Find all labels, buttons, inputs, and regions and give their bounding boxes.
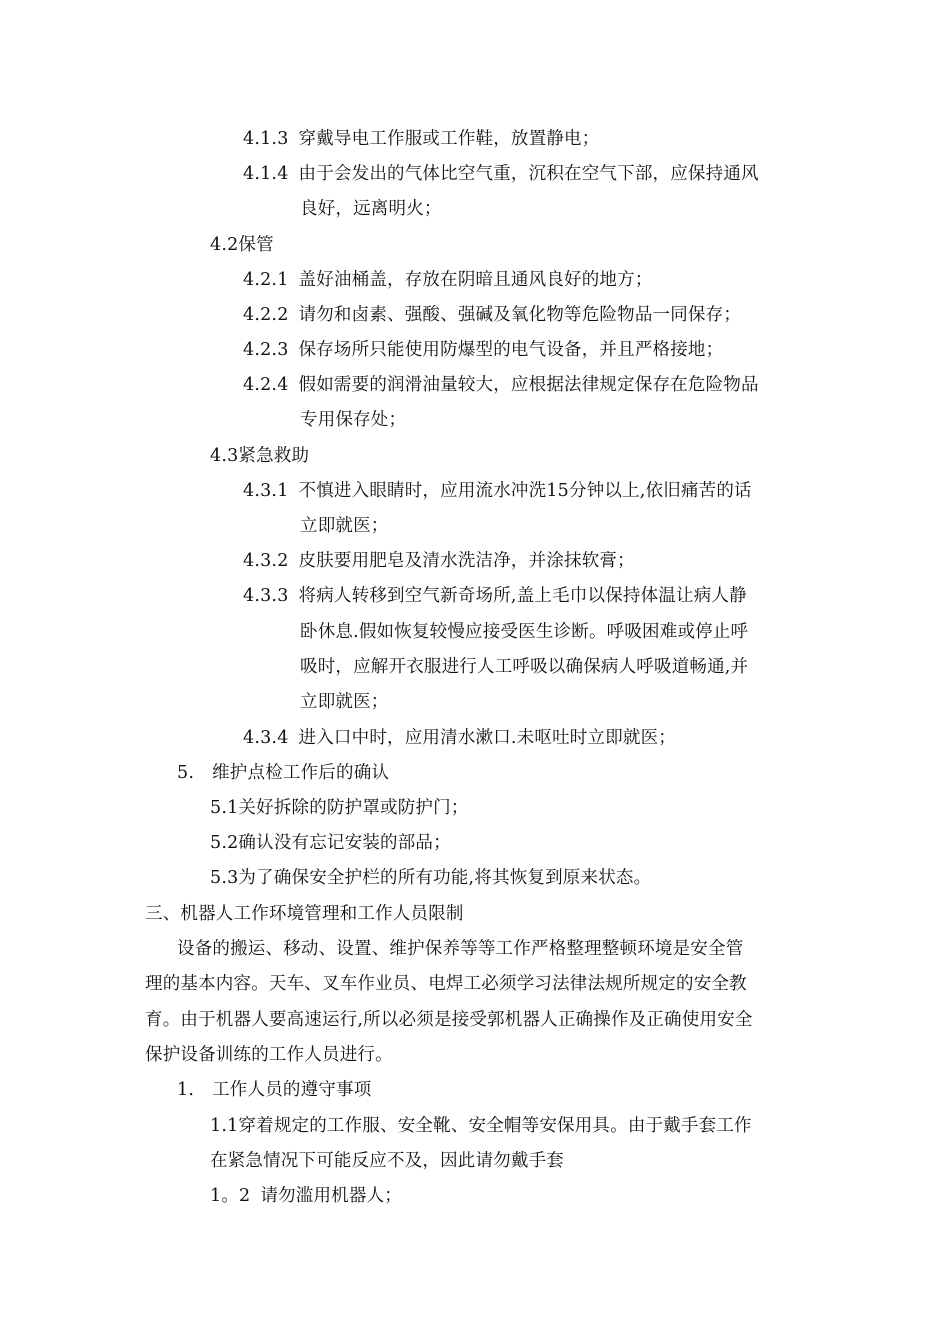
item-number: 4.1.4 bbox=[243, 164, 289, 184]
item-text: 假如需要的润滑油量较大，应根据法律规定保存在危险物品 bbox=[298, 375, 759, 395]
item-4-1-4-continuation: 良好，远离明火； bbox=[300, 199, 442, 219]
item-4-3-3-continuation: 卧休息.假如恢复较慢应接受医生诊断。呼吸困难或停止呼 bbox=[300, 622, 749, 642]
item-text: 穿戴导电工作服或工作鞋，放置静电； bbox=[298, 129, 600, 149]
paragraph-line: 保护设备训练的工作人员进行。 bbox=[145, 1045, 393, 1065]
section-heading-4-3: 4.3紧急救助 bbox=[210, 446, 310, 466]
paragraph-line: 设备的搬运、移动、设置、维护保养等等工作严格整理整顿环境是安全管 bbox=[177, 939, 744, 959]
item-4-1-3 bbox=[243, 126, 599, 152]
item-1-1-continuation: 在紧急情况下可能反应不及，因此请勿戴手套 bbox=[210, 1151, 564, 1171]
paragraph-line: 育。由于机器人要高速运行,所以必须是接受郭机器人正确操作及正确使用安全 bbox=[145, 1010, 753, 1030]
item-4-3-3-continuation: 吸时，应解开衣服进行人工呼吸以确保病人呼吸道畅通,并 bbox=[300, 657, 749, 677]
item-text: 请勿滥用机器人； bbox=[260, 1186, 402, 1206]
item-4-3-3-continuation: 立即就医； bbox=[300, 692, 389, 712]
item-number: 1. bbox=[177, 1080, 195, 1100]
paragraph-line: 理的基本内容。天车、叉车作业员、电焊工必须学习法律法规所规定的安全教 bbox=[145, 974, 747, 994]
item-4-3-3 bbox=[243, 583, 747, 609]
chapter-heading-3: 三、机器人工作环境管理和工作人员限制 bbox=[145, 904, 464, 924]
item-5-2: 5.2确认没有忘记安装的部品； bbox=[210, 833, 451, 853]
item-text: 保存场所只能使用防爆型的电气设备，并且严格接地； bbox=[298, 340, 724, 360]
item-5-1: 5.1关好拆除的防护罩或防护门； bbox=[210, 798, 469, 818]
item-1-1: 1.1穿着规定的工作服、安全靴、安全帽等安保用具。由于戴手套工作 bbox=[210, 1116, 752, 1136]
section-heading-4-2: 4.2保管 bbox=[210, 235, 274, 255]
item-number: 4.3.4 bbox=[243, 728, 289, 748]
item-number: 5. bbox=[177, 763, 195, 783]
item-4-2-4-continuation: 专用保存处； bbox=[300, 410, 407, 430]
item-text: 工作人员的遵守事项 bbox=[212, 1080, 372, 1100]
item-text: 皮肤要用肥皂及清水洗洁净，并涂抹软膏； bbox=[298, 551, 635, 571]
item-text: 进入口中时，应用清水漱口.未呕吐时立即就医； bbox=[298, 728, 676, 748]
item-number: 4.2.3 bbox=[243, 340, 289, 360]
item-4-3-4 bbox=[243, 725, 676, 751]
item-4-3-1 bbox=[243, 478, 752, 504]
item-text: 维护点检工作后的确认 bbox=[212, 763, 390, 783]
item-number: 4.3.2 bbox=[243, 551, 289, 571]
item-4-2-4 bbox=[243, 372, 759, 398]
item-number: 1。2 bbox=[210, 1186, 251, 1206]
item-text: 不慎进入眼睛时，应用流水冲洗15分钟以上,依旧痛苦的话 bbox=[298, 481, 752, 501]
item-number: 4.2.1 bbox=[243, 270, 289, 290]
item-4-3-2 bbox=[243, 548, 635, 574]
item-number: 4.3.3 bbox=[243, 586, 289, 606]
item-1-2 bbox=[210, 1183, 402, 1209]
item-4-2-1 bbox=[243, 267, 653, 293]
item-number: 4.3.1 bbox=[243, 481, 289, 501]
item-number: 4.1.3 bbox=[243, 129, 289, 149]
item-4-1-4 bbox=[243, 161, 759, 187]
item-4-3-1-continuation: 立即就医； bbox=[300, 516, 389, 536]
item-number: 4.2.2 bbox=[243, 305, 289, 325]
item-4-2-2 bbox=[243, 302, 741, 328]
item-5-3: 5.3为了确保安全护栏的所有功能,将其恢复到原来状态。 bbox=[210, 868, 652, 888]
item-text: 由于会发出的气体比空气重，沉积在空气下部，应保持通风 bbox=[298, 164, 759, 184]
item-text: 盖好油桶盖，存放在阴暗且通风良好的地方； bbox=[298, 270, 653, 290]
item-text: 请勿和卤素、强酸、强碱及氧化物等危险物品一同保存； bbox=[298, 305, 742, 325]
item-4-2-3 bbox=[243, 337, 723, 363]
item-number: 4.2.4 bbox=[243, 375, 289, 395]
item-text: 将病人转移到空气新奇场所,盖上毛巾以保持体温让病人静 bbox=[298, 586, 747, 606]
section-heading-1 bbox=[177, 1077, 371, 1103]
section-heading-5 bbox=[177, 760, 389, 786]
